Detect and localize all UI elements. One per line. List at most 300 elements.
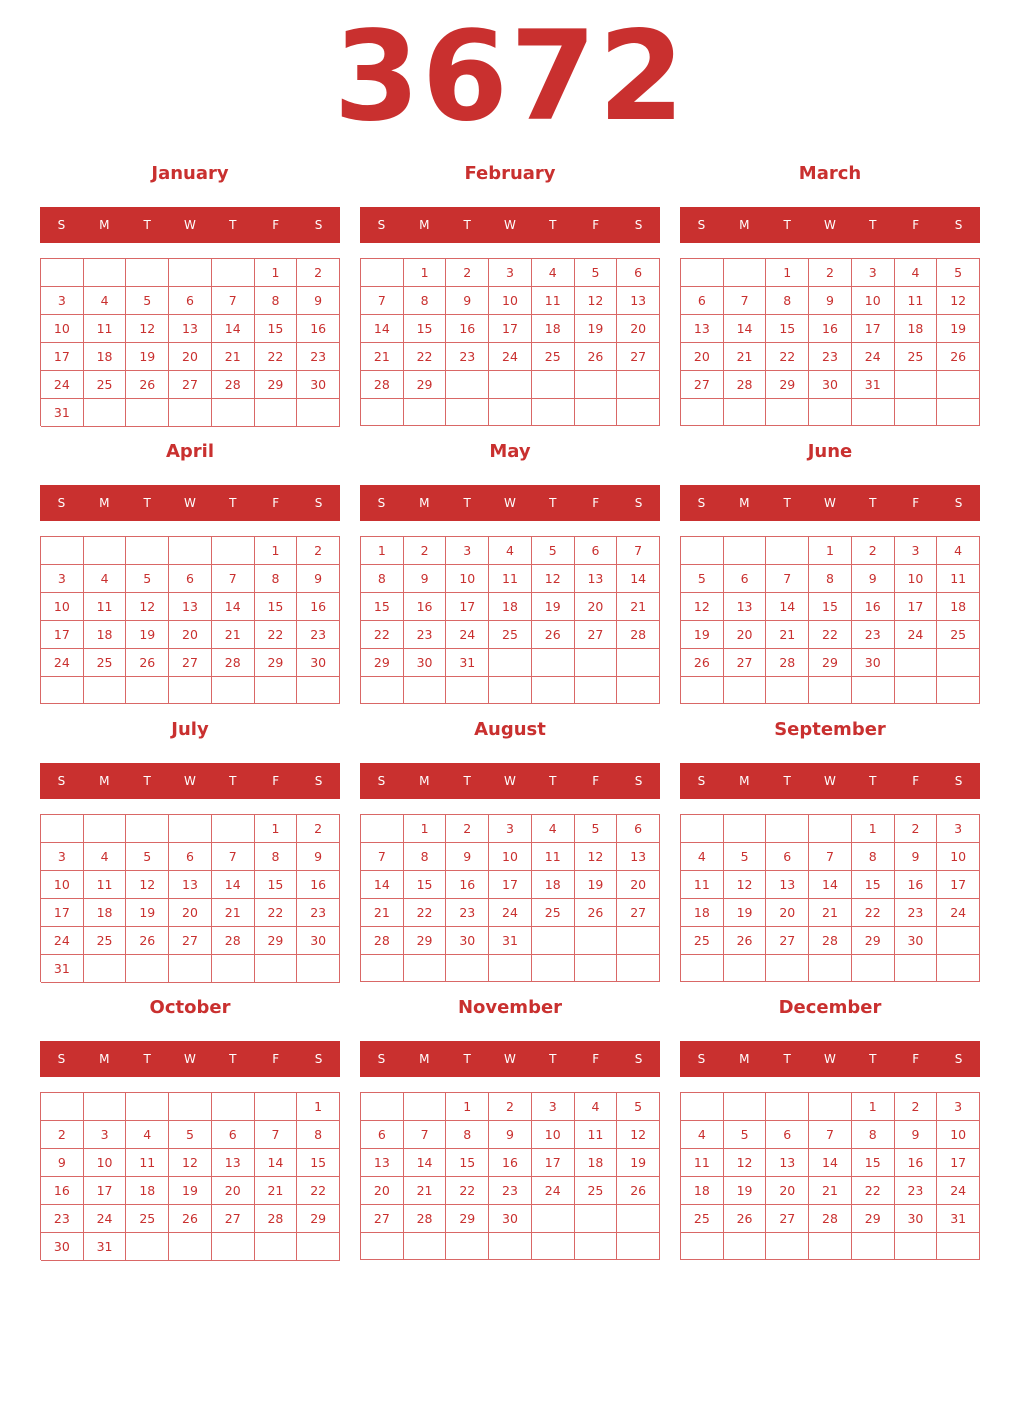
- day-cell[interactable]: 29: [255, 371, 298, 399]
- day-cell[interactable]: 16: [895, 871, 938, 899]
- day-cell[interactable]: 23: [297, 343, 340, 371]
- day-cell[interactable]: 21: [361, 343, 404, 371]
- day-cell[interactable]: 25: [681, 927, 724, 955]
- day-cell[interactable]: 22: [446, 1177, 489, 1205]
- day-cell[interactable]: 8: [852, 1121, 895, 1149]
- day-cell[interactable]: 8: [361, 565, 404, 593]
- day-cell[interactable]: 31: [41, 399, 84, 427]
- day-cell[interactable]: 18: [84, 899, 127, 927]
- day-cell[interactable]: 26: [169, 1205, 212, 1233]
- day-cell[interactable]: 14: [404, 1149, 447, 1177]
- day-cell[interactable]: 19: [532, 593, 575, 621]
- day-cell[interactable]: 11: [489, 565, 532, 593]
- day-cell[interactable]: 2: [809, 259, 852, 287]
- day-cell[interactable]: 22: [255, 621, 298, 649]
- day-cell[interactable]: 12: [724, 1149, 767, 1177]
- day-cell[interactable]: 23: [446, 343, 489, 371]
- day-cell[interactable]: 22: [809, 621, 852, 649]
- day-cell[interactable]: 27: [724, 649, 767, 677]
- day-cell[interactable]: 21: [255, 1177, 298, 1205]
- day-cell[interactable]: 11: [84, 593, 127, 621]
- day-cell[interactable]: 30: [489, 1205, 532, 1233]
- day-cell[interactable]: 17: [84, 1177, 127, 1205]
- day-cell[interactable]: 4: [895, 259, 938, 287]
- day-cell[interactable]: 30: [41, 1233, 84, 1261]
- day-cell[interactable]: 6: [169, 843, 212, 871]
- day-cell[interactable]: 7: [766, 565, 809, 593]
- day-cell[interactable]: 21: [809, 1177, 852, 1205]
- day-cell[interactable]: 3: [84, 1121, 127, 1149]
- day-cell[interactable]: 13: [212, 1149, 255, 1177]
- day-cell[interactable]: 15: [404, 871, 447, 899]
- day-cell[interactable]: 15: [404, 315, 447, 343]
- day-cell[interactable]: 25: [489, 621, 532, 649]
- day-cell[interactable]: 28: [809, 927, 852, 955]
- day-cell[interactable]: 6: [212, 1121, 255, 1149]
- day-cell[interactable]: 14: [361, 871, 404, 899]
- day-cell[interactable]: 30: [297, 649, 340, 677]
- day-cell[interactable]: 20: [617, 871, 660, 899]
- day-cell[interactable]: 22: [297, 1177, 340, 1205]
- day-cell[interactable]: 24: [84, 1205, 127, 1233]
- day-cell[interactable]: 3: [937, 815, 980, 843]
- day-cell[interactable]: 29: [852, 927, 895, 955]
- day-cell[interactable]: 5: [126, 287, 169, 315]
- day-cell[interactable]: 30: [852, 649, 895, 677]
- day-cell[interactable]: 4: [84, 843, 127, 871]
- day-cell[interactable]: 18: [575, 1149, 618, 1177]
- day-cell[interactable]: 8: [404, 287, 447, 315]
- day-cell[interactable]: 28: [617, 621, 660, 649]
- day-cell[interactable]: 26: [126, 649, 169, 677]
- day-cell[interactable]: 10: [84, 1149, 127, 1177]
- day-cell[interactable]: 9: [297, 287, 340, 315]
- day-cell[interactable]: 5: [169, 1121, 212, 1149]
- day-cell[interactable]: 3: [41, 287, 84, 315]
- day-cell[interactable]: 6: [766, 843, 809, 871]
- day-cell[interactable]: 20: [766, 1177, 809, 1205]
- day-cell[interactable]: 8: [446, 1121, 489, 1149]
- day-cell[interactable]: 27: [212, 1205, 255, 1233]
- day-cell[interactable]: 11: [575, 1121, 618, 1149]
- day-cell[interactable]: 18: [84, 621, 127, 649]
- day-cell[interactable]: 23: [852, 621, 895, 649]
- day-cell[interactable]: 5: [681, 565, 724, 593]
- day-cell[interactable]: 26: [937, 343, 980, 371]
- day-cell[interactable]: 6: [766, 1121, 809, 1149]
- day-cell[interactable]: 2: [895, 1093, 938, 1121]
- day-cell[interactable]: 24: [41, 649, 84, 677]
- day-cell[interactable]: 18: [895, 315, 938, 343]
- day-cell[interactable]: 16: [852, 593, 895, 621]
- day-cell[interactable]: 9: [852, 565, 895, 593]
- day-cell[interactable]: 20: [361, 1177, 404, 1205]
- day-cell[interactable]: 8: [766, 287, 809, 315]
- day-cell[interactable]: 7: [255, 1121, 298, 1149]
- day-cell[interactable]: 6: [575, 537, 618, 565]
- day-cell[interactable]: 30: [895, 927, 938, 955]
- day-cell[interactable]: 14: [361, 315, 404, 343]
- day-cell[interactable]: 25: [681, 1205, 724, 1233]
- day-cell[interactable]: 5: [724, 843, 767, 871]
- day-cell[interactable]: 2: [446, 815, 489, 843]
- day-cell[interactable]: 21: [617, 593, 660, 621]
- day-cell[interactable]: 26: [126, 927, 169, 955]
- day-cell[interactable]: 15: [852, 1149, 895, 1177]
- day-cell[interactable]: 12: [617, 1121, 660, 1149]
- day-cell[interactable]: 20: [681, 343, 724, 371]
- day-cell[interactable]: 25: [532, 899, 575, 927]
- day-cell[interactable]: 31: [41, 955, 84, 983]
- day-cell[interactable]: 27: [361, 1205, 404, 1233]
- day-cell[interactable]: 6: [169, 287, 212, 315]
- day-cell[interactable]: 10: [41, 871, 84, 899]
- day-cell[interactable]: 25: [84, 371, 127, 399]
- day-cell[interactable]: 19: [575, 315, 618, 343]
- day-cell[interactable]: 21: [724, 343, 767, 371]
- day-cell[interactable]: 22: [404, 899, 447, 927]
- day-cell[interactable]: 6: [361, 1121, 404, 1149]
- day-cell[interactable]: 20: [575, 593, 618, 621]
- day-cell[interactable]: 11: [681, 871, 724, 899]
- day-cell[interactable]: 19: [724, 899, 767, 927]
- day-cell[interactable]: 24: [852, 343, 895, 371]
- day-cell[interactable]: 25: [84, 649, 127, 677]
- day-cell[interactable]: 14: [809, 871, 852, 899]
- day-cell[interactable]: 29: [446, 1205, 489, 1233]
- day-cell[interactable]: 24: [895, 621, 938, 649]
- day-cell[interactable]: 22: [255, 343, 298, 371]
- day-cell[interactable]: 20: [212, 1177, 255, 1205]
- day-cell[interactable]: 18: [126, 1177, 169, 1205]
- day-cell[interactable]: 5: [532, 537, 575, 565]
- day-cell[interactable]: 11: [895, 287, 938, 315]
- day-cell[interactable]: 25: [937, 621, 980, 649]
- day-cell[interactable]: 12: [532, 565, 575, 593]
- day-cell[interactable]: 12: [724, 871, 767, 899]
- day-cell[interactable]: 9: [895, 843, 938, 871]
- day-cell[interactable]: 1: [809, 537, 852, 565]
- day-cell[interactable]: 7: [361, 843, 404, 871]
- day-cell[interactable]: 31: [852, 371, 895, 399]
- day-cell[interactable]: 1: [852, 1093, 895, 1121]
- day-cell[interactable]: 15: [361, 593, 404, 621]
- day-cell[interactable]: 29: [852, 1205, 895, 1233]
- day-cell[interactable]: 21: [766, 621, 809, 649]
- day-cell[interactable]: 4: [937, 537, 980, 565]
- day-cell[interactable]: 18: [681, 899, 724, 927]
- day-cell[interactable]: 25: [532, 343, 575, 371]
- day-cell[interactable]: 30: [446, 927, 489, 955]
- day-cell[interactable]: 17: [489, 871, 532, 899]
- day-cell[interactable]: 5: [937, 259, 980, 287]
- day-cell[interactable]: 22: [361, 621, 404, 649]
- day-cell[interactable]: 19: [724, 1177, 767, 1205]
- day-cell[interactable]: 29: [255, 927, 298, 955]
- day-cell[interactable]: 3: [489, 815, 532, 843]
- day-cell[interactable]: 10: [532, 1121, 575, 1149]
- day-cell[interactable]: 10: [937, 843, 980, 871]
- day-cell[interactable]: 13: [575, 565, 618, 593]
- day-cell[interactable]: 28: [212, 927, 255, 955]
- day-cell[interactable]: 3: [41, 565, 84, 593]
- day-cell[interactable]: 13: [617, 843, 660, 871]
- day-cell[interactable]: 21: [212, 621, 255, 649]
- day-cell[interactable]: 26: [681, 649, 724, 677]
- day-cell[interactable]: 5: [126, 565, 169, 593]
- day-cell[interactable]: 30: [297, 927, 340, 955]
- day-cell[interactable]: 16: [404, 593, 447, 621]
- day-cell[interactable]: 13: [169, 871, 212, 899]
- day-cell[interactable]: 25: [575, 1177, 618, 1205]
- day-cell[interactable]: 10: [41, 315, 84, 343]
- day-cell[interactable]: 31: [489, 927, 532, 955]
- day-cell[interactable]: 2: [41, 1121, 84, 1149]
- day-cell[interactable]: 8: [404, 843, 447, 871]
- day-cell[interactable]: 9: [297, 843, 340, 871]
- day-cell[interactable]: 13: [361, 1149, 404, 1177]
- day-cell[interactable]: 13: [724, 593, 767, 621]
- day-cell[interactable]: 23: [41, 1205, 84, 1233]
- day-cell[interactable]: 15: [766, 315, 809, 343]
- day-cell[interactable]: 2: [852, 537, 895, 565]
- day-cell[interactable]: 26: [532, 621, 575, 649]
- day-cell[interactable]: 26: [617, 1177, 660, 1205]
- day-cell[interactable]: 17: [937, 871, 980, 899]
- day-cell[interactable]: 6: [169, 565, 212, 593]
- day-cell[interactable]: 5: [617, 1093, 660, 1121]
- day-cell[interactable]: 24: [41, 927, 84, 955]
- day-cell[interactable]: 9: [446, 843, 489, 871]
- day-cell[interactable]: 26: [724, 1205, 767, 1233]
- day-cell[interactable]: 24: [937, 1177, 980, 1205]
- day-cell[interactable]: 27: [766, 927, 809, 955]
- day-cell[interactable]: 28: [361, 371, 404, 399]
- day-cell[interactable]: 27: [169, 927, 212, 955]
- day-cell[interactable]: 15: [852, 871, 895, 899]
- day-cell[interactable]: 9: [404, 565, 447, 593]
- day-cell[interactable]: 14: [724, 315, 767, 343]
- day-cell[interactable]: 24: [489, 343, 532, 371]
- day-cell[interactable]: 28: [404, 1205, 447, 1233]
- day-cell[interactable]: 11: [532, 843, 575, 871]
- day-cell[interactable]: 7: [212, 565, 255, 593]
- day-cell[interactable]: 24: [532, 1177, 575, 1205]
- day-cell[interactable]: 8: [255, 565, 298, 593]
- day-cell[interactable]: 21: [361, 899, 404, 927]
- day-cell[interactable]: 16: [297, 871, 340, 899]
- day-cell[interactable]: 23: [297, 899, 340, 927]
- day-cell[interactable]: 27: [575, 621, 618, 649]
- day-cell[interactable]: 8: [255, 843, 298, 871]
- day-cell[interactable]: 5: [575, 815, 618, 843]
- day-cell[interactable]: 10: [489, 287, 532, 315]
- day-cell[interactable]: 1: [297, 1093, 340, 1121]
- day-cell[interactable]: 4: [84, 565, 127, 593]
- day-cell[interactable]: 25: [84, 927, 127, 955]
- day-cell[interactable]: 15: [446, 1149, 489, 1177]
- day-cell[interactable]: 10: [41, 593, 84, 621]
- day-cell[interactable]: 4: [84, 287, 127, 315]
- day-cell[interactable]: 14: [255, 1149, 298, 1177]
- day-cell[interactable]: 20: [169, 899, 212, 927]
- day-cell[interactable]: 18: [489, 593, 532, 621]
- day-cell[interactable]: 20: [169, 621, 212, 649]
- day-cell[interactable]: 14: [212, 871, 255, 899]
- day-cell[interactable]: 24: [41, 371, 84, 399]
- day-cell[interactable]: 21: [212, 899, 255, 927]
- day-cell[interactable]: 6: [724, 565, 767, 593]
- day-cell[interactable]: 1: [404, 815, 447, 843]
- day-cell[interactable]: 31: [84, 1233, 127, 1261]
- day-cell[interactable]: 9: [489, 1121, 532, 1149]
- day-cell[interactable]: 10: [852, 287, 895, 315]
- day-cell[interactable]: 5: [126, 843, 169, 871]
- day-cell[interactable]: 20: [617, 315, 660, 343]
- day-cell[interactable]: 3: [489, 259, 532, 287]
- day-cell[interactable]: 21: [809, 899, 852, 927]
- day-cell[interactable]: 10: [489, 843, 532, 871]
- day-cell[interactable]: 5: [575, 259, 618, 287]
- day-cell[interactable]: 18: [532, 871, 575, 899]
- day-cell[interactable]: 23: [297, 621, 340, 649]
- day-cell[interactable]: 1: [255, 815, 298, 843]
- day-cell[interactable]: 7: [809, 843, 852, 871]
- day-cell[interactable]: 29: [255, 649, 298, 677]
- day-cell[interactable]: 19: [126, 621, 169, 649]
- day-cell[interactable]: 23: [895, 1177, 938, 1205]
- day-cell[interactable]: 20: [766, 899, 809, 927]
- day-cell[interactable]: 12: [169, 1149, 212, 1177]
- day-cell[interactable]: 28: [724, 371, 767, 399]
- day-cell[interactable]: 16: [446, 315, 489, 343]
- day-cell[interactable]: 23: [809, 343, 852, 371]
- day-cell[interactable]: 24: [937, 899, 980, 927]
- day-cell[interactable]: 16: [41, 1177, 84, 1205]
- day-cell[interactable]: 31: [937, 1205, 980, 1233]
- day-cell[interactable]: 11: [681, 1149, 724, 1177]
- day-cell[interactable]: 14: [617, 565, 660, 593]
- day-cell[interactable]: 22: [852, 1177, 895, 1205]
- day-cell[interactable]: 13: [681, 315, 724, 343]
- day-cell[interactable]: 29: [766, 371, 809, 399]
- day-cell[interactable]: 3: [852, 259, 895, 287]
- day-cell[interactable]: 17: [937, 1149, 980, 1177]
- day-cell[interactable]: 10: [895, 565, 938, 593]
- day-cell[interactable]: 17: [41, 899, 84, 927]
- day-cell[interactable]: 29: [809, 649, 852, 677]
- day-cell[interactable]: 26: [724, 927, 767, 955]
- day-cell[interactable]: 2: [404, 537, 447, 565]
- day-cell[interactable]: 3: [446, 537, 489, 565]
- day-cell[interactable]: 13: [169, 593, 212, 621]
- day-cell[interactable]: 23: [895, 899, 938, 927]
- day-cell[interactable]: 30: [297, 371, 340, 399]
- day-cell[interactable]: 26: [126, 371, 169, 399]
- day-cell[interactable]: 27: [681, 371, 724, 399]
- day-cell[interactable]: 7: [212, 287, 255, 315]
- day-cell[interactable]: 29: [297, 1205, 340, 1233]
- day-cell[interactable]: 4: [681, 1121, 724, 1149]
- day-cell[interactable]: 17: [489, 315, 532, 343]
- day-cell[interactable]: 2: [489, 1093, 532, 1121]
- day-cell[interactable]: 17: [41, 621, 84, 649]
- day-cell[interactable]: 6: [681, 287, 724, 315]
- day-cell[interactable]: 3: [937, 1093, 980, 1121]
- day-cell[interactable]: 17: [446, 593, 489, 621]
- day-cell[interactable]: 18: [84, 343, 127, 371]
- day-cell[interactable]: 7: [724, 287, 767, 315]
- day-cell[interactable]: 8: [255, 287, 298, 315]
- day-cell[interactable]: 8: [809, 565, 852, 593]
- day-cell[interactable]: 28: [766, 649, 809, 677]
- day-cell[interactable]: 20: [724, 621, 767, 649]
- day-cell[interactable]: 4: [532, 815, 575, 843]
- day-cell[interactable]: 28: [212, 649, 255, 677]
- day-cell[interactable]: 11: [532, 287, 575, 315]
- day-cell[interactable]: 4: [489, 537, 532, 565]
- day-cell[interactable]: 21: [212, 343, 255, 371]
- day-cell[interactable]: 5: [724, 1121, 767, 1149]
- day-cell[interactable]: 15: [255, 593, 298, 621]
- day-cell[interactable]: 16: [809, 315, 852, 343]
- day-cell[interactable]: 19: [681, 621, 724, 649]
- day-cell[interactable]: 3: [895, 537, 938, 565]
- day-cell[interactable]: 2: [446, 259, 489, 287]
- day-cell[interactable]: 23: [446, 899, 489, 927]
- day-cell[interactable]: 27: [169, 371, 212, 399]
- day-cell[interactable]: 9: [895, 1121, 938, 1149]
- day-cell[interactable]: 4: [681, 843, 724, 871]
- day-cell[interactable]: 13: [766, 871, 809, 899]
- day-cell[interactable]: 30: [895, 1205, 938, 1233]
- day-cell[interactable]: 14: [766, 593, 809, 621]
- day-cell[interactable]: 4: [532, 259, 575, 287]
- day-cell[interactable]: 31: [446, 649, 489, 677]
- day-cell[interactable]: 3: [41, 843, 84, 871]
- day-cell[interactable]: 12: [126, 871, 169, 899]
- day-cell[interactable]: 10: [937, 1121, 980, 1149]
- day-cell[interactable]: 19: [937, 315, 980, 343]
- day-cell[interactable]: 22: [255, 899, 298, 927]
- day-cell[interactable]: 15: [809, 593, 852, 621]
- day-cell[interactable]: 13: [617, 287, 660, 315]
- day-cell[interactable]: 17: [41, 343, 84, 371]
- day-cell[interactable]: 17: [852, 315, 895, 343]
- day-cell[interactable]: 19: [126, 343, 169, 371]
- day-cell[interactable]: 30: [404, 649, 447, 677]
- day-cell[interactable]: 12: [126, 315, 169, 343]
- day-cell[interactable]: 27: [766, 1205, 809, 1233]
- day-cell[interactable]: 13: [169, 315, 212, 343]
- day-cell[interactable]: 14: [809, 1149, 852, 1177]
- day-cell[interactable]: 25: [126, 1205, 169, 1233]
- day-cell[interactable]: 16: [297, 315, 340, 343]
- day-cell[interactable]: 22: [766, 343, 809, 371]
- day-cell[interactable]: 23: [489, 1177, 532, 1205]
- day-cell[interactable]: 9: [297, 565, 340, 593]
- day-cell[interactable]: 7: [361, 287, 404, 315]
- day-cell[interactable]: 14: [212, 593, 255, 621]
- day-cell[interactable]: 11: [84, 871, 127, 899]
- day-cell[interactable]: 1: [255, 537, 298, 565]
- day-cell[interactable]: 1: [852, 815, 895, 843]
- day-cell[interactable]: 14: [212, 315, 255, 343]
- day-cell[interactable]: 9: [41, 1149, 84, 1177]
- day-cell[interactable]: 4: [126, 1121, 169, 1149]
- day-cell[interactable]: 15: [255, 315, 298, 343]
- day-cell[interactable]: 15: [255, 871, 298, 899]
